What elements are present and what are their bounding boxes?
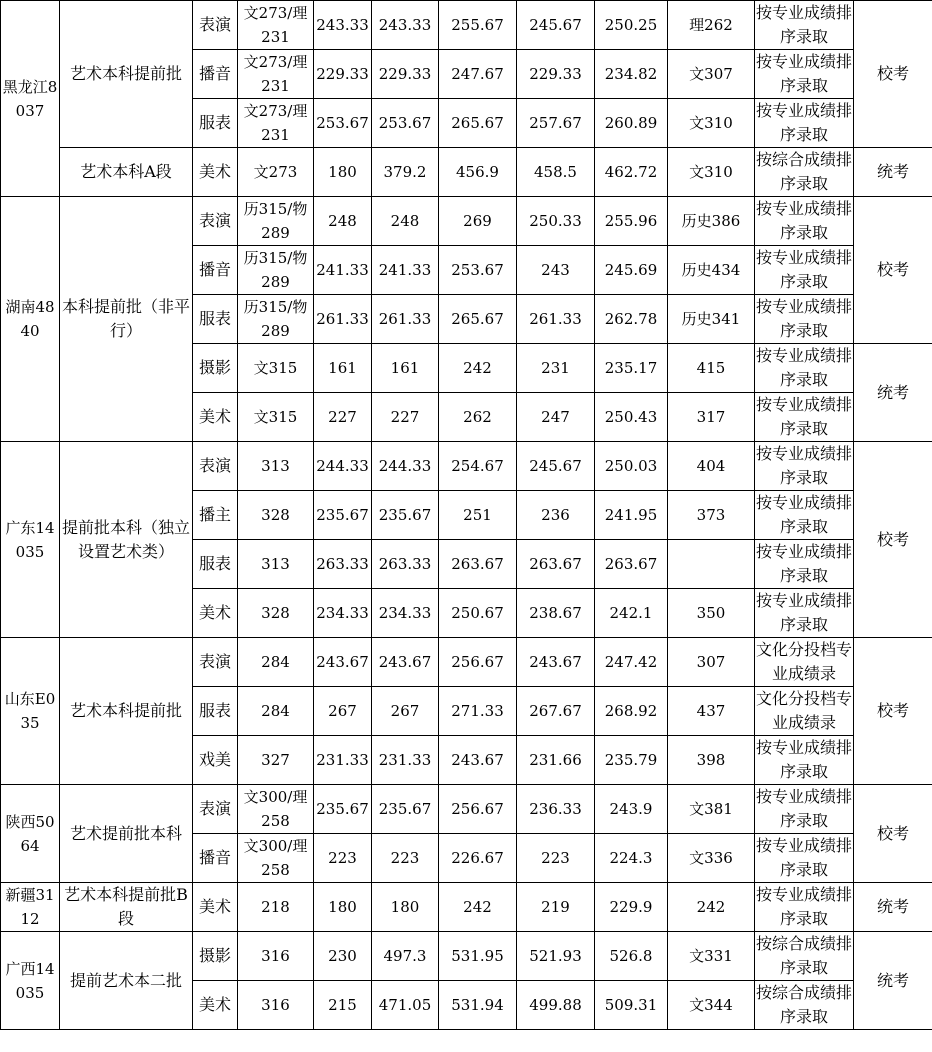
table-row (1, 932, 932, 981)
admission-method-cell: 按专业成绩排序录取 (755, 785, 854, 834)
score-avg-cell: 245.69 (595, 246, 668, 295)
culture-line-cell: 文273/理231 (238, 99, 314, 148)
comprehensive-min-cell: 161 (372, 344, 439, 393)
major-cell: 美术 (193, 981, 238, 1030)
province-cell: 陕西5064 (1, 785, 60, 883)
major-cell: 戏美 (193, 736, 238, 785)
admission-method-cell: 按专业成绩排序录取 (755, 834, 854, 883)
culture-line-cell: 313 (238, 540, 314, 589)
admission-method-cell: 按专业成绩排序录取 (755, 99, 854, 148)
score-min-cell: 243.67 (517, 638, 595, 687)
comprehensive-min-cell: 379.2 (372, 148, 439, 197)
culture-line-cell: 文315 (238, 393, 314, 442)
major-cell: 播音 (193, 246, 238, 295)
culture-score-cell: 文344 (668, 981, 755, 1030)
score-max-cell: 242 (439, 344, 517, 393)
major-score-min-cell: 267 (314, 687, 372, 736)
batch-cell: 艺术本科A段 (60, 148, 193, 197)
admission-method-cell: 按专业成绩排序录取 (755, 736, 854, 785)
major-cell: 播音 (193, 834, 238, 883)
score-max-cell: 256.67 (439, 638, 517, 687)
score-avg-cell: 235.79 (595, 736, 668, 785)
table-row (1, 442, 932, 491)
comprehensive-min-cell: 231.33 (372, 736, 439, 785)
major-score-min-cell: 231.33 (314, 736, 372, 785)
major-score-min-cell: 235.67 (314, 491, 372, 540)
major-score-min-cell: 223 (314, 834, 372, 883)
major-cell: 美术 (193, 393, 238, 442)
exam-type-cell: 统考 (854, 883, 932, 932)
score-avg-cell: 263.67 (595, 540, 668, 589)
major-score-min-cell: 243.67 (314, 638, 372, 687)
major-cell: 服表 (193, 295, 238, 344)
admission-method-cell: 文化分投档专业成绩录 (755, 638, 854, 687)
score-avg-cell: 509.31 (595, 981, 668, 1030)
comprehensive-min-cell: 253.67 (372, 99, 439, 148)
admission-method-cell: 按专业成绩排序录取 (755, 442, 854, 491)
batch-cell: 艺术提前批本科 (60, 785, 193, 883)
score-avg-cell: 250.43 (595, 393, 668, 442)
culture-score-cell: 242 (668, 883, 755, 932)
score-max-cell: 262 (439, 393, 517, 442)
culture-line-cell: 文300/理258 (238, 785, 314, 834)
culture-line-cell: 历315/物289 (238, 197, 314, 246)
score-avg-cell: 229.9 (595, 883, 668, 932)
score-max-cell: 247.67 (439, 50, 517, 99)
culture-score-cell: 373 (668, 491, 755, 540)
major-score-min-cell: 180 (314, 883, 372, 932)
admission-method-cell: 按专业成绩排序录取 (755, 1, 854, 50)
exam-type-cell: 统考 (854, 344, 932, 442)
major-score-min-cell: 248 (314, 197, 372, 246)
comprehensive-min-cell: 267 (372, 687, 439, 736)
score-min-cell: 236.33 (517, 785, 595, 834)
major-score-min-cell: 243.33 (314, 1, 372, 50)
admission-method-cell: 按专业成绩排序录取 (755, 295, 854, 344)
culture-line-cell: 284 (238, 687, 314, 736)
score-avg-cell: 262.78 (595, 295, 668, 344)
exam-type-cell: 校考 (854, 1, 932, 148)
admission-method-cell: 文化分投档专业成绩录 (755, 687, 854, 736)
score-max-cell: 253.67 (439, 246, 517, 295)
major-score-min-cell: 253.67 (314, 99, 372, 148)
culture-line-cell: 历315/物289 (238, 246, 314, 295)
batch-cell: 艺术本科提前批B段 (60, 883, 193, 932)
batch-cell: 提前批本科（独立设置艺术类） (60, 442, 193, 638)
table-row (1, 148, 932, 197)
admission-method-cell: 按综合成绩排序录取 (755, 148, 854, 197)
culture-score-cell: 404 (668, 442, 755, 491)
province-cell: 湖南4840 (1, 197, 60, 442)
exam-type-cell: 统考 (854, 932, 932, 1030)
culture-line-cell: 316 (238, 981, 314, 1030)
culture-score-cell: 398 (668, 736, 755, 785)
comprehensive-min-cell: 180 (372, 883, 439, 932)
score-avg-cell: 526.8 (595, 932, 668, 981)
province-cell: 山东E035 (1, 638, 60, 785)
culture-line-cell: 文273/理231 (238, 50, 314, 99)
score-avg-cell: 241.95 (595, 491, 668, 540)
score-max-cell: 251 (439, 491, 517, 540)
admission-method-cell: 按专业成绩排序录取 (755, 197, 854, 246)
comprehensive-min-cell: 234.33 (372, 589, 439, 638)
score-avg-cell: 243.9 (595, 785, 668, 834)
major-score-min-cell: 235.67 (314, 785, 372, 834)
culture-score-cell: 文331 (668, 932, 755, 981)
major-cell: 服表 (193, 540, 238, 589)
culture-line-cell: 文273 (238, 148, 314, 197)
score-avg-cell: 224.3 (595, 834, 668, 883)
major-cell: 播主 (193, 491, 238, 540)
score-min-cell: 223 (517, 834, 595, 883)
major-cell: 摄影 (193, 932, 238, 981)
batch-cell: 本科提前批（非平行） (60, 197, 193, 442)
exam-type-cell: 校考 (854, 197, 932, 344)
score-min-cell: 219 (517, 883, 595, 932)
table-row (1, 785, 932, 834)
comprehensive-min-cell: 241.33 (372, 246, 439, 295)
major-cell: 服表 (193, 99, 238, 148)
province-cell: 广东14035 (1, 442, 60, 638)
major-cell: 播音 (193, 50, 238, 99)
score-max-cell: 531.95 (439, 932, 517, 981)
province-cell: 黑龙江8037 (1, 1, 60, 197)
culture-score-cell: 历史434 (668, 246, 755, 295)
score-min-cell: 261.33 (517, 295, 595, 344)
score-max-cell: 271.33 (439, 687, 517, 736)
comprehensive-min-cell: 244.33 (372, 442, 439, 491)
major-cell: 美术 (193, 148, 238, 197)
comprehensive-min-cell: 223 (372, 834, 439, 883)
culture-score-cell: 文336 (668, 834, 755, 883)
score-avg-cell: 260.89 (595, 99, 668, 148)
table-row (1, 883, 932, 932)
culture-line-cell: 327 (238, 736, 314, 785)
admission-method-cell: 按综合成绩排序录取 (755, 932, 854, 981)
score-avg-cell: 234.82 (595, 50, 668, 99)
major-score-min-cell: 180 (314, 148, 372, 197)
score-avg-cell: 250.25 (595, 1, 668, 50)
admission-method-cell: 按综合成绩排序录取 (755, 981, 854, 1030)
score-min-cell: 245.67 (517, 442, 595, 491)
exam-type-cell: 统考 (854, 148, 932, 197)
major-cell: 表演 (193, 197, 238, 246)
comprehensive-min-cell: 261.33 (372, 295, 439, 344)
major-score-min-cell: 261.33 (314, 295, 372, 344)
culture-score-cell: 历史341 (668, 295, 755, 344)
admission-method-cell: 按专业成绩排序录取 (755, 491, 854, 540)
admission-method-cell: 按专业成绩排序录取 (755, 540, 854, 589)
culture-line-cell: 328 (238, 589, 314, 638)
major-score-min-cell: 234.33 (314, 589, 372, 638)
culture-score-cell: 437 (668, 687, 755, 736)
culture-line-cell: 文300/理258 (238, 834, 314, 883)
culture-line-cell: 328 (238, 491, 314, 540)
culture-score-cell: 文381 (668, 785, 755, 834)
score-max-cell: 255.67 (439, 1, 517, 50)
exam-type-cell: 校考 (854, 785, 932, 883)
comprehensive-min-cell: 243.67 (372, 638, 439, 687)
score-min-cell: 231 (517, 344, 595, 393)
admission-method-cell: 按专业成绩排序录取 (755, 344, 854, 393)
score-avg-cell: 462.72 (595, 148, 668, 197)
culture-score-cell: 350 (668, 589, 755, 638)
culture-score-cell: 317 (668, 393, 755, 442)
score-min-cell: 267.67 (517, 687, 595, 736)
culture-score-cell: 文310 (668, 148, 755, 197)
culture-score-cell: 415 (668, 344, 755, 393)
culture-score-cell: 307 (668, 638, 755, 687)
comprehensive-min-cell: 263.33 (372, 540, 439, 589)
score-min-cell: 458.5 (517, 148, 595, 197)
score-min-cell: 499.88 (517, 981, 595, 1030)
score-min-cell: 238.67 (517, 589, 595, 638)
culture-line-cell: 284 (238, 638, 314, 687)
table-row (1, 1, 932, 50)
score-max-cell: 269 (439, 197, 517, 246)
comprehensive-min-cell: 227 (372, 393, 439, 442)
major-score-min-cell: 230 (314, 932, 372, 981)
score-avg-cell: 242.1 (595, 589, 668, 638)
comprehensive-min-cell: 471.05 (372, 981, 439, 1030)
major-cell: 摄影 (193, 344, 238, 393)
score-min-cell: 231.66 (517, 736, 595, 785)
admission-method-cell: 按专业成绩排序录取 (755, 589, 854, 638)
comprehensive-min-cell: 243.33 (372, 1, 439, 50)
culture-score-cell: 文307 (668, 50, 755, 99)
major-cell: 表演 (193, 785, 238, 834)
culture-score-cell: 理262 (668, 1, 755, 50)
table-row (1, 197, 932, 246)
score-min-cell: 247 (517, 393, 595, 442)
admission-method-cell: 按专业成绩排序录取 (755, 246, 854, 295)
score-max-cell: 531.94 (439, 981, 517, 1030)
culture-score-cell (668, 540, 755, 589)
culture-score-cell: 历史386 (668, 197, 755, 246)
major-score-min-cell: 263.33 (314, 540, 372, 589)
major-cell: 表演 (193, 638, 238, 687)
score-max-cell: 254.67 (439, 442, 517, 491)
comprehensive-min-cell: 497.3 (372, 932, 439, 981)
score-avg-cell: 235.17 (595, 344, 668, 393)
score-max-cell: 256.67 (439, 785, 517, 834)
major-cell: 美术 (193, 883, 238, 932)
score-avg-cell: 250.03 (595, 442, 668, 491)
score-min-cell: 263.67 (517, 540, 595, 589)
comprehensive-min-cell: 235.67 (372, 491, 439, 540)
score-max-cell: 250.67 (439, 589, 517, 638)
major-cell: 表演 (193, 1, 238, 50)
comprehensive-min-cell: 248 (372, 197, 439, 246)
score-min-cell: 236 (517, 491, 595, 540)
exam-type-cell: 校考 (854, 638, 932, 785)
batch-cell: 提前艺术本二批 (60, 932, 193, 1030)
batch-cell: 艺术本科提前批 (60, 638, 193, 785)
culture-line-cell: 316 (238, 932, 314, 981)
major-cell: 服表 (193, 687, 238, 736)
culture-score-cell: 文310 (668, 99, 755, 148)
major-score-min-cell: 215 (314, 981, 372, 1030)
exam-type-cell: 校考 (854, 442, 932, 638)
batch-cell: 艺术本科提前批 (60, 1, 193, 148)
culture-line-cell: 文315 (238, 344, 314, 393)
comprehensive-min-cell: 229.33 (372, 50, 439, 99)
score-max-cell: 265.67 (439, 295, 517, 344)
score-max-cell: 243.67 (439, 736, 517, 785)
score-min-cell: 257.67 (517, 99, 595, 148)
admission-method-cell: 按专业成绩排序录取 (755, 393, 854, 442)
major-score-min-cell: 161 (314, 344, 372, 393)
culture-line-cell: 313 (238, 442, 314, 491)
major-score-min-cell: 227 (314, 393, 372, 442)
comprehensive-min-cell: 235.67 (372, 785, 439, 834)
score-max-cell: 456.9 (439, 148, 517, 197)
major-score-min-cell: 241.33 (314, 246, 372, 295)
culture-line-cell: 文273/理231 (238, 1, 314, 50)
score-avg-cell: 268.92 (595, 687, 668, 736)
major-score-min-cell: 244.33 (314, 442, 372, 491)
score-max-cell: 265.67 (439, 99, 517, 148)
score-min-cell: 245.67 (517, 1, 595, 50)
score-avg-cell: 247.42 (595, 638, 668, 687)
province-cell: 广西14035 (1, 932, 60, 1030)
score-max-cell: 242 (439, 883, 517, 932)
score-min-cell: 521.93 (517, 932, 595, 981)
admission-method-cell: 按专业成绩排序录取 (755, 50, 854, 99)
table-row (1, 638, 932, 687)
major-cell: 美术 (193, 589, 238, 638)
score-avg-cell: 255.96 (595, 197, 668, 246)
culture-line-cell: 218 (238, 883, 314, 932)
table-body (1, 1, 932, 1030)
score-max-cell: 226.67 (439, 834, 517, 883)
culture-line-cell: 历315/物289 (238, 295, 314, 344)
major-cell: 表演 (193, 442, 238, 491)
admission-method-cell: 按专业成绩排序录取 (755, 883, 854, 932)
score-max-cell: 263.67 (439, 540, 517, 589)
major-score-min-cell: 229.33 (314, 50, 372, 99)
score-min-cell: 229.33 (517, 50, 595, 99)
score-min-cell: 243 (517, 246, 595, 295)
score-min-cell: 250.33 (517, 197, 595, 246)
province-cell: 新疆3112 (1, 883, 60, 932)
